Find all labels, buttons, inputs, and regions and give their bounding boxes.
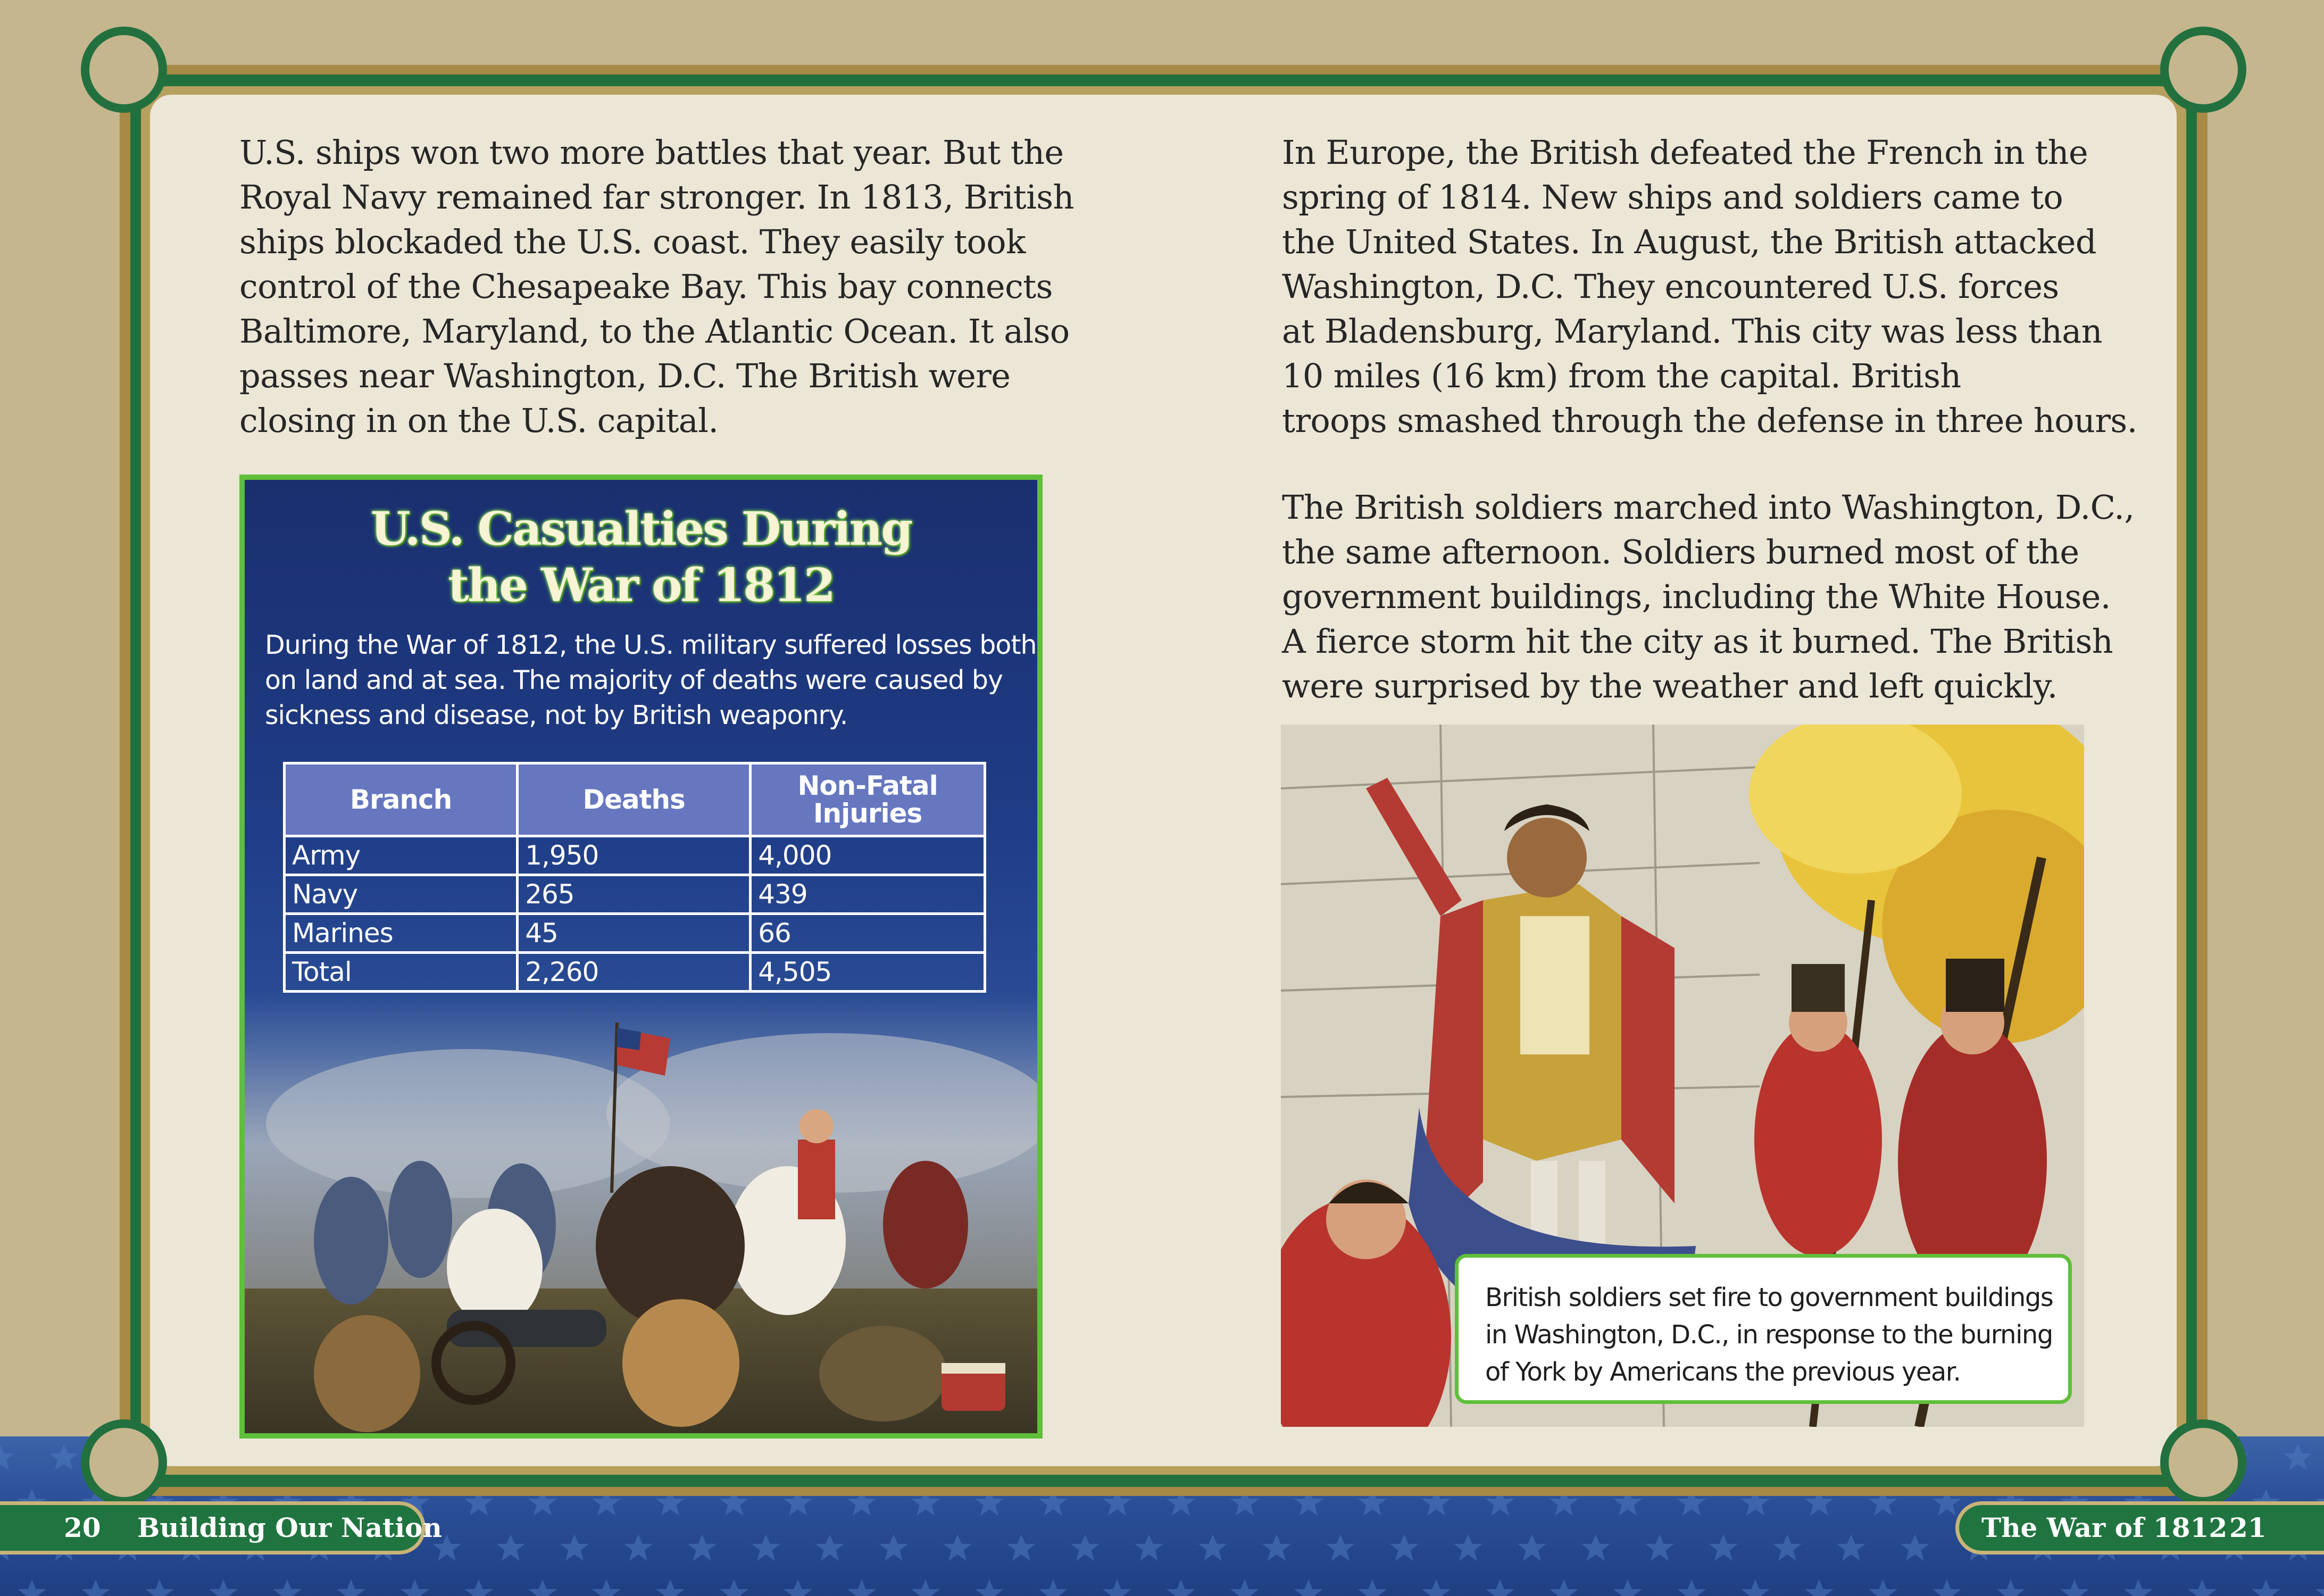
chapter-title: The War of 1812 bbox=[1981, 1512, 2228, 1543]
star-icon bbox=[1805, 1580, 1834, 1596]
star-icon bbox=[1326, 1534, 1355, 1561]
table-row bbox=[285, 953, 985, 992]
text-line: closing in on the U.S. capital. bbox=[239, 401, 719, 440]
star-icon bbox=[401, 1580, 429, 1596]
frame-corner-top-right bbox=[2160, 27, 2246, 113]
star-icon bbox=[560, 1534, 589, 1561]
table-cell: 4,505 bbox=[751, 953, 985, 992]
caption-line: of York by Americans the previous year. bbox=[1485, 1357, 1961, 1387]
star-icon bbox=[911, 1580, 940, 1596]
star-icon bbox=[1996, 1580, 2025, 1596]
star-icon bbox=[2315, 1580, 2324, 1596]
star-icon bbox=[1518, 1534, 1546, 1561]
star-icon bbox=[464, 1580, 493, 1596]
table-cell: Army bbox=[285, 836, 518, 875]
table-cell: 1,950 bbox=[518, 836, 751, 875]
star-icon bbox=[1135, 1534, 1163, 1561]
star-icon bbox=[2060, 1580, 2089, 1596]
column-header-deaths: Deaths bbox=[518, 763, 751, 836]
star-icon bbox=[1932, 1580, 1961, 1596]
star-icon bbox=[1709, 1534, 1738, 1561]
left-paragraph bbox=[239, 130, 1074, 443]
star-icon bbox=[1390, 1534, 1419, 1561]
star-icon bbox=[1071, 1534, 1099, 1561]
star-icon bbox=[1901, 1534, 1929, 1561]
star-icon bbox=[81, 1580, 110, 1596]
star-icon bbox=[1773, 1534, 1802, 1561]
text-line: passes near Washington, D.C. The British were bbox=[239, 356, 1011, 395]
star-icon bbox=[1837, 1534, 1865, 1561]
star-icon bbox=[688, 1534, 717, 1561]
star-icon bbox=[2252, 1580, 2280, 1596]
star-icon bbox=[1613, 1580, 1642, 1596]
text-line: on land and at sea. The majority of deaths were caused by bbox=[265, 665, 1003, 695]
table-row bbox=[285, 875, 985, 914]
star-icon bbox=[624, 1534, 653, 1561]
casualties-title bbox=[245, 501, 1037, 614]
table-header-row bbox=[285, 763, 985, 836]
title-line: the War of 1812 bbox=[448, 559, 834, 612]
right-paragraph-1 bbox=[1282, 130, 2137, 443]
star-icon bbox=[1294, 1580, 1323, 1596]
star-icon bbox=[1645, 1534, 1674, 1561]
star-icon bbox=[752, 1534, 780, 1561]
caption-line: British soldiers set fire to government buildings bbox=[1485, 1283, 2053, 1312]
title-line: U.S. Casualties During bbox=[370, 502, 912, 556]
star-icon bbox=[1167, 1580, 1195, 1596]
frame-corner-top-left bbox=[81, 27, 167, 113]
star-icon bbox=[337, 1580, 365, 1596]
star-icon bbox=[1741, 1580, 1770, 1596]
text-line: ships blockaded the U.S. coast. They easily took bbox=[239, 222, 1026, 261]
text-line: Washington, D.C. They encountered U.S. forces bbox=[1282, 267, 2059, 306]
table-cell: 439 bbox=[751, 875, 985, 914]
star-icon bbox=[1581, 1534, 1610, 1561]
footer-right-tab bbox=[1955, 1501, 2324, 1555]
star-icon bbox=[879, 1534, 908, 1561]
text-line: 10 miles (16 km) from the capital. British bbox=[1282, 356, 1961, 395]
star-icon bbox=[209, 1580, 238, 1596]
star-icon bbox=[2188, 1580, 2217, 1596]
illustration-caption bbox=[1455, 1254, 2072, 1404]
star-icon bbox=[1103, 1580, 1131, 1596]
book-title: Building Our Nation bbox=[137, 1512, 442, 1543]
page-number-right: 21 bbox=[2229, 1512, 2267, 1543]
star-icon bbox=[656, 1580, 685, 1596]
star-icon bbox=[528, 1580, 557, 1596]
table-cell: Total bbox=[285, 953, 518, 992]
text-line: government buildings, including the White House. bbox=[1282, 577, 2111, 616]
page-number-left: 20 bbox=[64, 1512, 101, 1543]
text-line: U.S. ships won two more battles that year. But the bbox=[239, 133, 1064, 172]
star-icon bbox=[1486, 1580, 1514, 1596]
star-icon bbox=[1230, 1580, 1259, 1596]
star-icon bbox=[592, 1580, 621, 1596]
star-icon bbox=[273, 1580, 302, 1596]
column-header-branch: Branch bbox=[285, 763, 518, 836]
star-icon bbox=[1262, 1534, 1291, 1561]
table-cell: 265 bbox=[518, 875, 751, 914]
text-line: spring of 1814. New ships and soldiers came to bbox=[1282, 178, 2063, 217]
table-cell: Navy bbox=[285, 875, 518, 914]
casualties-description bbox=[265, 628, 1037, 733]
text-line: were surprised by the weather and left quickly. bbox=[1282, 667, 2058, 705]
star-icon bbox=[1039, 1580, 1068, 1596]
star-icon bbox=[496, 1534, 525, 1561]
column-header-injuries: Non-Fatal Injuries bbox=[751, 763, 985, 836]
table-row bbox=[285, 836, 985, 875]
star-icon bbox=[1454, 1534, 1482, 1561]
star-icon bbox=[1677, 1580, 1706, 1596]
text-line: troops smashed through the defense in three hours. bbox=[1282, 401, 2137, 440]
battle-painting bbox=[245, 991, 1037, 1433]
star-icon bbox=[975, 1580, 1004, 1596]
casualties-sidebar bbox=[239, 475, 1043, 1439]
table-row bbox=[285, 914, 985, 953]
star-icon bbox=[2124, 1580, 2153, 1596]
text-line: the same afternoon. Soldiers burned most of the bbox=[1282, 533, 2079, 571]
star-icon bbox=[1422, 1580, 1451, 1596]
text-line: The British soldiers marched into Washington, D.C., bbox=[1282, 488, 2135, 527]
footer-left-tab bbox=[0, 1501, 442, 1555]
star-icon bbox=[784, 1580, 812, 1596]
text-line: the United States. In August, the British attacked bbox=[1282, 222, 2096, 261]
star-icon bbox=[0, 1444, 14, 1470]
text-line: at Bladensburg, Maryland. This city was less than bbox=[1282, 312, 2102, 351]
star-icon bbox=[847, 1580, 876, 1596]
star-icon bbox=[145, 1580, 174, 1596]
star-icon bbox=[720, 1580, 748, 1596]
table-cell: 2,260 bbox=[518, 953, 751, 992]
star-icon bbox=[1550, 1580, 1578, 1596]
text-line: control of the Chesapeake Bay. This bay connects bbox=[239, 267, 1053, 306]
right-paragraph-2 bbox=[1282, 485, 2134, 709]
star-icon bbox=[1198, 1534, 1227, 1561]
casualties-table bbox=[283, 762, 986, 993]
text-line: Baltimore, Maryland, to the Atlantic Ocean. It also bbox=[239, 312, 1070, 351]
table-cell: 66 bbox=[751, 914, 985, 953]
star-icon bbox=[2284, 1444, 2312, 1470]
text-line: In Europe, the British defeated the French in the bbox=[1282, 133, 2088, 172]
table-cell: 4,000 bbox=[751, 836, 985, 875]
text-line: sickness and disease, not by British weaponry. bbox=[265, 700, 848, 730]
table-cell: 45 bbox=[518, 914, 751, 953]
star-icon bbox=[943, 1534, 972, 1561]
caption-line: in Washington, D.C., in response to the burning bbox=[1485, 1320, 2053, 1350]
star-icon bbox=[1007, 1534, 1036, 1561]
text-line: During the War of 1812, the U.S. military suffered losses both bbox=[265, 630, 1037, 660]
text-line: A fierce storm hit the city as it burned. The British bbox=[1282, 622, 2113, 661]
star-icon bbox=[49, 1444, 78, 1470]
text-line: Royal Navy remained far stronger. In 1813, British bbox=[239, 178, 1074, 217]
star-icon bbox=[1869, 1580, 1897, 1596]
frame-corner-bottom-left bbox=[81, 1419, 167, 1506]
star-icon bbox=[815, 1534, 844, 1561]
star-icon bbox=[18, 1580, 46, 1596]
table-cell: Marines bbox=[285, 914, 518, 953]
frame-corner-bottom-right bbox=[2160, 1419, 2246, 1506]
star-icon bbox=[1358, 1580, 1387, 1596]
